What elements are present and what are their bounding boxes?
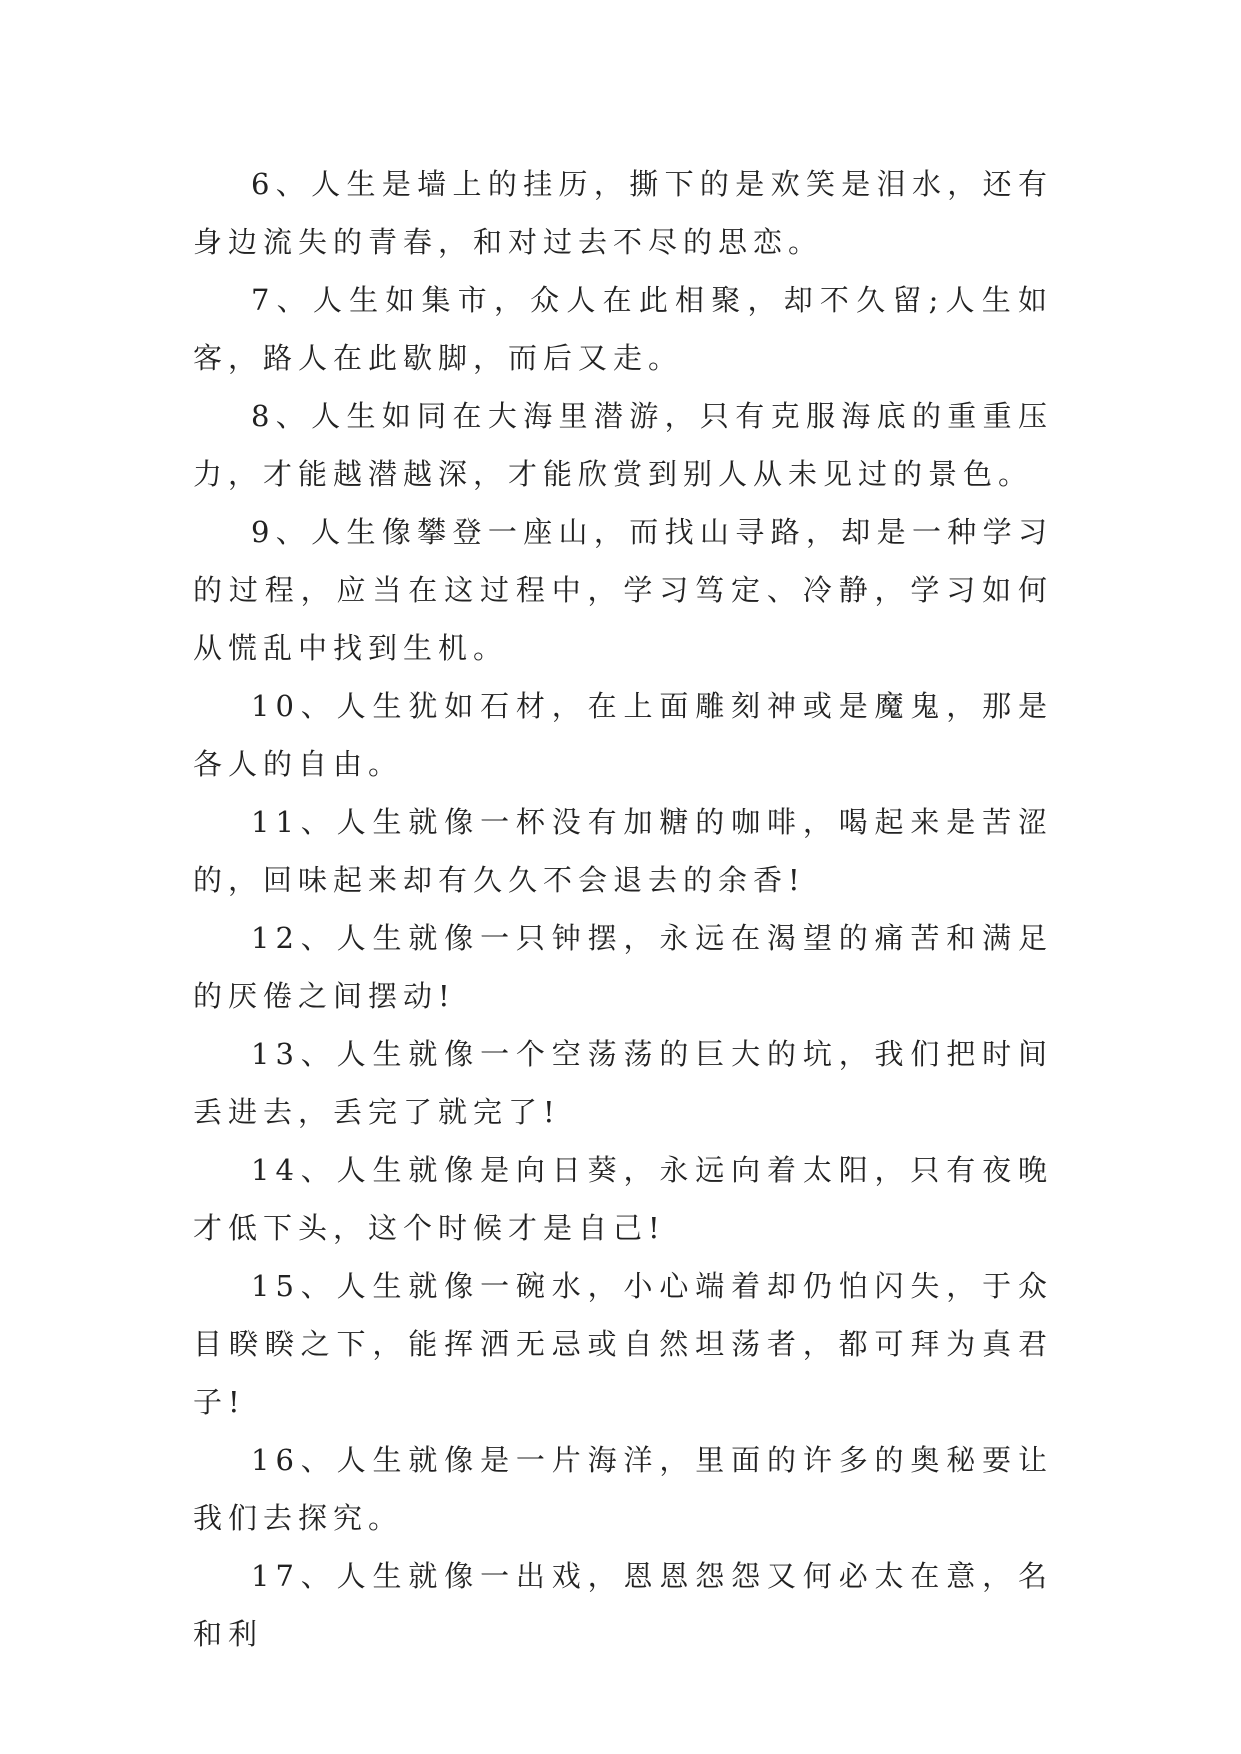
paragraph-6: 6、人生是墙上的挂历，撕下的是欢笑是泪水，还有身边流失的青春，和对过去不尽的思恋。	[193, 167, 1053, 259]
paragraph-11: 11、人生就像一杯没有加糖的咖啡，喝起来是苦涩的，回味起来却有久久不会退去的余香!	[193, 805, 1053, 897]
paragraph-15: 15、人生就像一碗水，小心端着却仍怕闪失，于众目睽睽之下，能挥洒无忌或自然坦荡者，都可拜为真君子!	[193, 1269, 1053, 1419]
paragraph-8: 8、人生如同在大海里潜游，只有克服海底的重重压力，才能越潜越深，才能欣赏到别人从未见过的景色。	[193, 399, 1053, 491]
paragraph-7: 7、人生如集市，众人在此相聚，却不久留;人生如客，路人在此歇脚，而后又走。	[193, 283, 1053, 375]
paragraph-16: 16、人生就像是一片海洋，里面的许多的奥秘要让我们去探究。	[193, 1443, 1053, 1535]
paragraph-17: 17、人生就像一出戏，恩恩怨怨又何必太在意，名和利	[193, 1559, 1053, 1651]
paragraph-13: 13、人生就像一个空荡荡的巨大的坑，我们把时间丢进去，丢完了就完了!	[193, 1037, 1053, 1129]
document-body	[193, 155, 1053, 1663]
paragraph-9: 9、人生像攀登一座山，而找山寻路，却是一种学习的过程，应当在这过程中，学习笃定、冷静，学习如何从慌乱中找到生机。	[193, 515, 1053, 665]
paragraph-14: 14、人生就像是向日葵，永远向着太阳，只有夜晚才低下头，这个时候才是自己!	[193, 1153, 1053, 1245]
paragraph-12: 12、人生就像一只钟摆，永远在渴望的痛苦和满足的厌倦之间摆动!	[193, 921, 1053, 1013]
paragraph-10: 10、人生犹如石材，在上面雕刻神或是魔鬼，那是各人的自由。	[193, 689, 1053, 781]
